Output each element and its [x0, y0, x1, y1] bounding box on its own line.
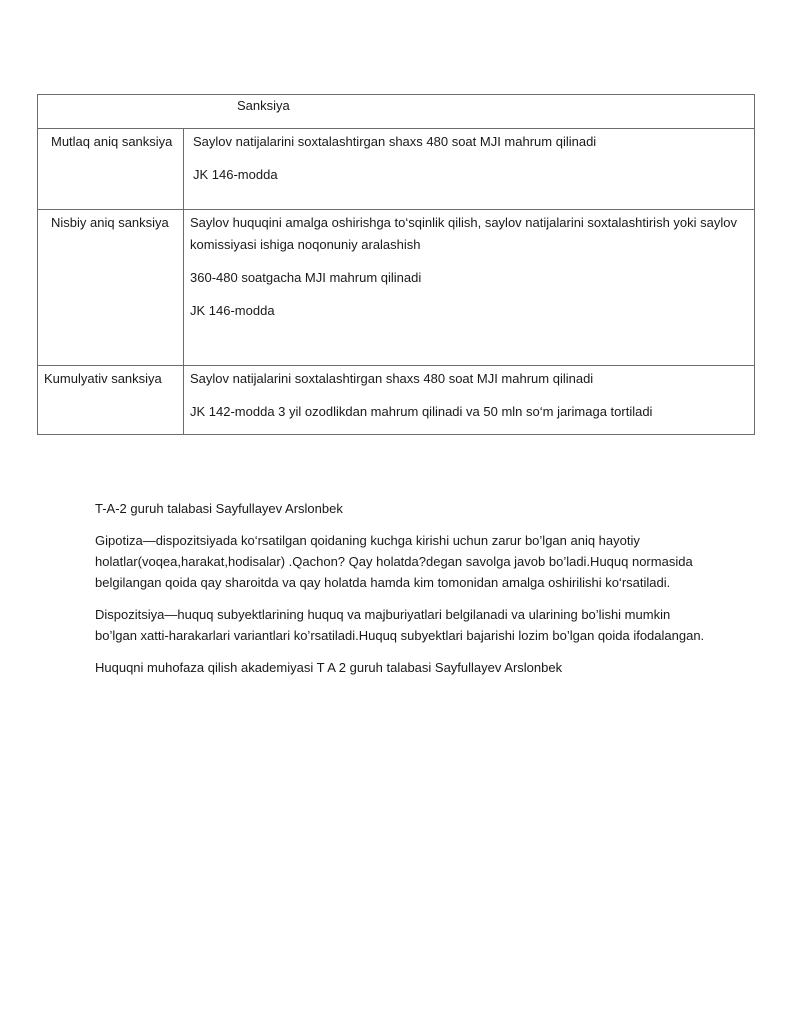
- row-label-cell: [38, 210, 184, 366]
- table-header-label: Sanksiya: [237, 98, 290, 113]
- row-label: Nisbiy aniq sanksiya: [51, 215, 169, 230]
- paragraph-dispozitsiya: Dispozitsiya—huquq subyektlarining huquq va majburiyatlari belgilanadi va ularining bo’lishi mumkin bo’lgan xatti-harakarlari variantlari ko’rsatiladi.Huquq subyektlari bajarishi lozim bo’lgan qoida ifodalangan.: [95, 607, 705, 643]
- table-header-row: [38, 95, 755, 129]
- row-content-cell: [184, 210, 755, 366]
- row-line: JK 142-modda 3 yil ozodlikdan mahrum qilinadi va 50 mln so‘m jarimaga tortiladi: [190, 404, 653, 419]
- table-row: [38, 366, 755, 435]
- row-label: Mutlaq aniq sanksiya: [51, 134, 173, 149]
- row-line: JK 146-modda: [190, 303, 275, 318]
- row-line: 360-480 soatgacha MJI mahrum qilinadi: [190, 270, 422, 285]
- signature-line: Huquqni muhofaza qilish akademiyasi T A 2 guruh talabasi Sayfullayev Arslonbek: [95, 660, 563, 675]
- table-row: [38, 129, 755, 210]
- author-line: T-A-2 guruh talabasi Sayfullayev Arslonbek: [95, 501, 343, 516]
- body-text: [95, 498, 715, 689]
- row-label: Kumulyativ sanksiya: [44, 371, 162, 386]
- table-row: [38, 210, 755, 366]
- row-content-cell: [184, 366, 755, 435]
- row-label-cell: [38, 366, 184, 435]
- sanksiya-table: [37, 94, 755, 435]
- row-line: Saylov natijalarini soxtalashtirgan shaxs 480 soat MJI mahrum qilinadi: [190, 371, 594, 386]
- row-label-cell: [38, 129, 184, 210]
- row-line: Saylov natijalarini soxtalashtirgan shaxs 480 soat MJI mahrum qilinadi: [193, 134, 597, 149]
- row-line: Saylov huquqini amalga oshirishga to‘sqinlik qilish, saylov natijalarini soxtalashtirish yoki saylov komissiyasi ishiga noqonuniy aralashish: [190, 215, 737, 252]
- table-header-cell: [38, 95, 755, 129]
- paragraph-gipotiza: Gipotiza—dispozitsiyada ko‘rsatilgan qoidaning kuchga kirishi uchun zarur bo’lgan aniq hayotiy holatlar(voqea,harakat,hodisalar) .Qachon? Qay holatda?degan savolga javob bo’ladi.Huquq normasida belgilangan qoida qay sharoitda va qay holatda hamda kim tomonidan amalga oshirilishi ko‘rsatiladi.: [95, 533, 693, 590]
- row-line: JK 146-modda: [193, 167, 278, 182]
- row-content-cell: [184, 129, 755, 210]
